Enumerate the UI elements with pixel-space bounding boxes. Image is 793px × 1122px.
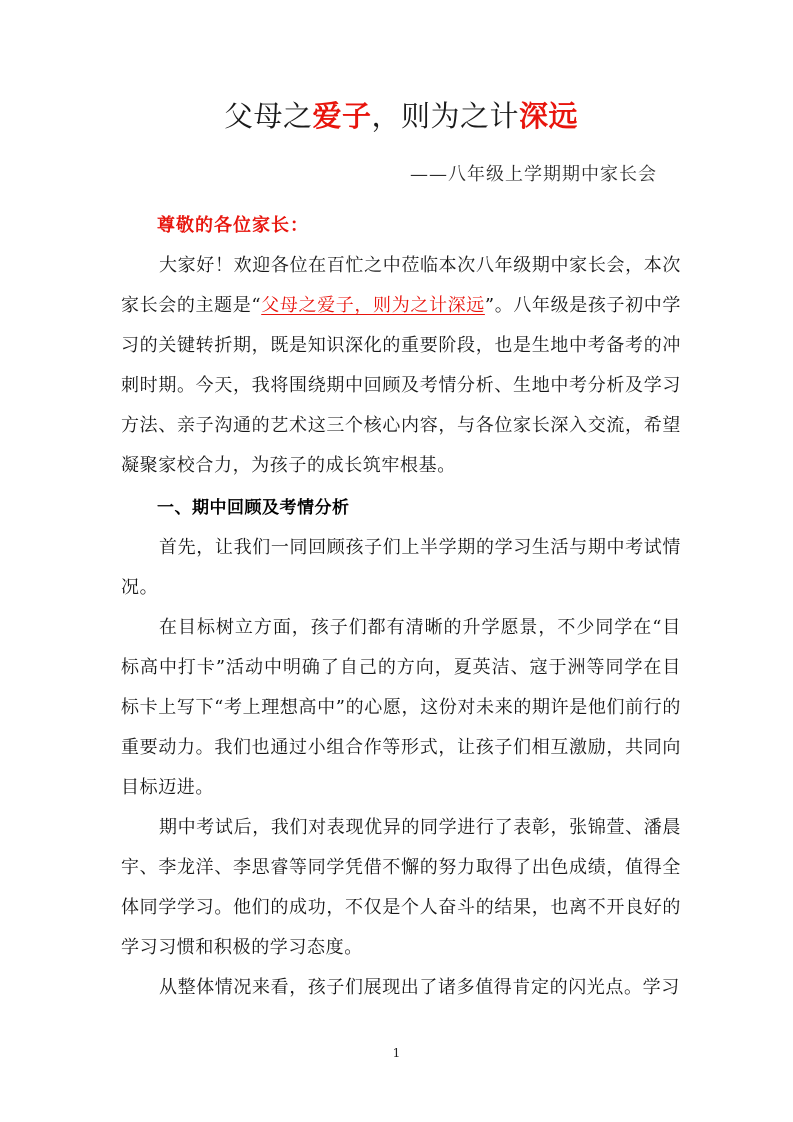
title-part-2-accent: 爱子 [312, 99, 372, 133]
title-part-4-accent: 深远 [519, 99, 579, 133]
paragraph-intro [121, 246, 681, 486]
page-number: 1 [392, 1046, 401, 1060]
paragraph-intro-tail: ”。八年级是孩子初中学习的关键转折期，既是知识深化的重要阶段，也是生地中考备考的冲刺时期。今天，我将围绕期中回顾及考情分析、生地中考分析及学习方法、亲子沟通的艺术这三个核心内容，与各位家长深入交流，希望凝聚家校合力，为孩子的成长筑牢根基。 [121, 295, 681, 476]
paragraph-overall: 从整体情况来看，孩子们展现出了诸多值得肯定的闪光点。学习 [159, 977, 680, 998]
title-part-3: ，则为之计 [371, 99, 520, 133]
salutation: 尊敬的各位家长： [157, 215, 309, 236]
theme-quote: 父母之爱子，则为之计深远 [261, 295, 485, 316]
section-heading-1: 一、期中回顾及考情分析 [157, 498, 350, 518]
paragraph-goals: 在目标树立方面，孩子们都有清晰的升学愿景，不少同学在“目标高中打卡”活动中明确了自己的方向，夏英洁、寇于洲等同学在目标卡上写下“考上理想高中”的心愿，这份对未来的期许是他们前行的重要动力。我们也通过小组合作等形式，让孩子们相互激励，共同向目标迈进。 [121, 617, 681, 798]
paragraph-review-intro: 首先，让我们一同回顾孩子们上半学期的学习生活与期中考试情况。 [121, 537, 681, 598]
title-part-1: 父母之 [223, 99, 313, 133]
document-subtitle: ——八年级上学期期中家长会 [410, 164, 657, 185]
document-content [121, 96, 681, 1008]
paragraph-intro-lead: 大家好！欢迎各位在百忙之中莅临本次八年级期中家长会，本次家长会的主题是“ [121, 255, 681, 316]
page-title [121, 96, 681, 136]
paragraph-awards: 期中考试后，我们对表现优异的同学进行了表彰，张锦萱、潘晨宇、李龙洋、李思睿等同学凭借不懈的努力取得了出色成绩，值得全体同学学习。他们的成功，不仅是个人奋斗的结果，也离不开良好的学习习惯和积极的学习态度。 [121, 817, 681, 958]
